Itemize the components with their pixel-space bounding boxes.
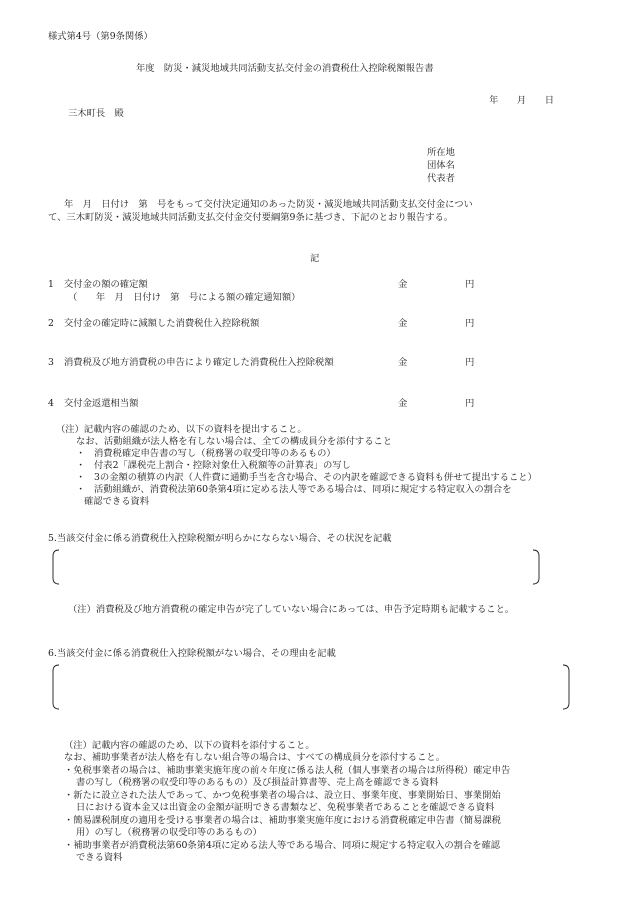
body-line-1: 年 月 日付け 第 号をもって交付決定通知のあった防災・減災地域共同活動支払交付金につい	[64, 199, 473, 210]
section-5-answer-box[interactable]	[52, 549, 540, 585]
note-head: （注）記載内容の確認のため、以下の資料を提出すること。	[56, 424, 307, 435]
item-label: 消費税及び地方消費税の申告により確定した消費税仕入控除税額	[64, 357, 334, 368]
note-line: ・新たに設立された法人であって、かつ免税事業者の場合は、設立日、事業年度、事業開始日、事業開始	[64, 790, 501, 801]
note-head: （注）記載内容の確認のため、以下の資料を添付すること。	[64, 740, 315, 751]
bullet-dot: ・	[76, 448, 86, 459]
note-line: ・免税事業者の場合は、補助事業実施年度の前々年度に係る法人税（個人事業者の場合は所得税）確定申告	[64, 765, 511, 776]
sender-org: 団体名	[427, 160, 455, 171]
yen-mark: 金	[398, 318, 408, 329]
item-label: 交付金の確定時に減額した消費税仕入控除税額	[64, 318, 260, 329]
yen-mark: 金	[398, 279, 408, 290]
section-6-answer-box[interactable]	[52, 664, 570, 710]
addressee: 三木町長 殿	[68, 108, 124, 119]
form-number: 様式第4号（第9条関係）	[48, 31, 153, 42]
bullet-dot: ・	[76, 472, 86, 483]
item-number: 1	[48, 279, 54, 290]
ki-heading: 記	[310, 253, 320, 264]
item-label: 交付金返還相当額	[64, 398, 139, 409]
note-bullet-cont: 確認できる資料	[84, 496, 150, 507]
item-label: 交付金の額の確定額	[64, 279, 148, 290]
sender-rep: 代表者	[427, 173, 455, 184]
yen-unit: 円	[465, 279, 475, 290]
section-6-heading: 6.当該交付金に係る消費税仕入控除税額がない場合、その理由を記載	[48, 648, 336, 659]
yen-unit: 円	[465, 398, 475, 409]
bullet-dot: ・	[76, 460, 86, 471]
body-line-2: て、三木町防災・減災地域共同活動支払交付金交付要綱第9条に基づき、下記のとおり報告する。	[48, 212, 454, 223]
note-sub: なお、補助事業者が法人格を有しない組合等の場合は、すべての構成員分を添付すること。	[64, 752, 445, 763]
section-5-heading: 5.当該交付金に係る消費税仕入控除税額が明らかにならない場合、その状況を記載	[48, 533, 392, 544]
note-line: 書の写し（税務署の収受印等のあるもの）及び損益計算書等、売上高を確認できる資料	[76, 777, 439, 788]
yen-unit: 円	[465, 318, 475, 329]
item-number: 4	[48, 398, 54, 409]
note-line: 日における資本金又は出資金の金額が証明できる書類など、免税事業者であることを確認できる資料	[76, 802, 495, 813]
note-line: ・補助事業者が消費税法第60条第4項に定める法人等である場合、同項に規定する特定収入の割合を確認	[64, 840, 501, 851]
item-sub: （ 年 月 日付け 第 号による額の確定通知額）	[68, 292, 301, 303]
note-sub: なお、活動組織が法人格を有しない場合は、全ての構成員分を添付すること	[76, 436, 393, 447]
yen-mark: 金	[398, 357, 408, 368]
bullet-dot: ・	[76, 484, 86, 495]
note-line: ・簡易課税制度の適用を受ける事業者の場合は、補助事業実施年度における消費税確定申告書（簡易課税	[64, 815, 501, 826]
note-bullet: 活動組織が、消費税法第60条第4項に定める法人等である場合は、同項に規定する特定収入の割合を	[94, 484, 512, 495]
note-bullet: 3の金額の積算の内訳（人件費に通勤手当を含む場合、その内訳を確認できる資料も併せて提出すること）	[94, 472, 537, 483]
item-number: 3	[48, 357, 54, 368]
page-title: 年度 防災・減災地域共同活動支払交付金の消費税仕入控除税額報告書	[136, 63, 434, 74]
note-bullet: 付表2「課税売上割合・控除対象仕入税額等の計算表」の写し	[94, 460, 351, 471]
item-number: 2	[48, 318, 54, 329]
section-5-note: （注）消費税及び地方消費税の確定申告が完了していない場合にあっては、申告予定時期も記載すること。	[68, 604, 515, 615]
yen-unit: 円	[465, 357, 475, 368]
yen-mark: 金	[398, 398, 408, 409]
note-bullet: 消費税確定申告書の写し（税務署の収受印等のあるもの）	[94, 448, 336, 459]
note-line: 用）の写し（税務署の収受印等のあるもの）	[76, 827, 262, 838]
sender-address: 所在地	[427, 147, 455, 158]
date-line: 年 月 日	[489, 95, 555, 106]
note-line: できる資料	[76, 852, 123, 863]
